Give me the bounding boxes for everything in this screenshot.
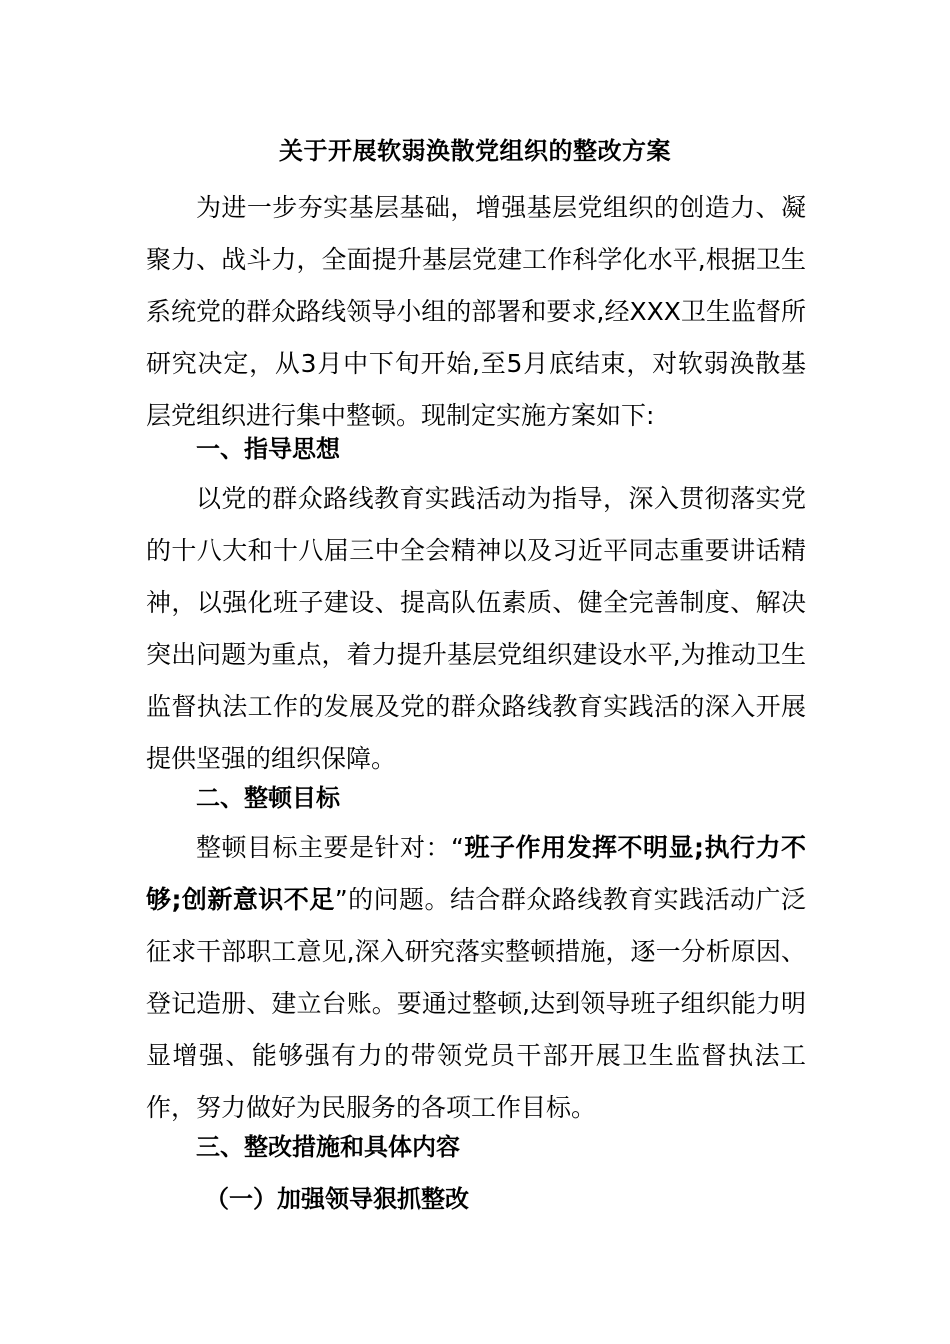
intro-paragraph: 为进一步夯实基层基础，增强基层党组织的创造力、凝聚力、战斗力，全面提升基层党建工作科学化水平,根据卫生系统党的群众路线领导小组的部署和要求,经XXX卫生监督所研究决定，从3月中下旬开始,至5月底结束，对软弱涣散基层党组织进行集中整顿。现制定实施方案如下: (146, 193, 806, 430)
sub-heading-strengthen-leadership: （一）加强领导狠抓整改 (205, 1185, 469, 1213)
goals-lead-text: 整顿目标主要是针对：“ (196, 833, 464, 862)
goals-rest-text: ”的问题。结合群众路线教育实践活动广泛征求干部职工意见,深入研究落实整顿措施，逐一分析原因、登记造册、建立台账。要通过整顿,达到领导班子组织能力明显增强、能够强有力的带领党员干部开展卫生监督执法工作，努力做好为民服务的各项工作目标。 (146, 885, 806, 1122)
section-heading-guiding-ideology: 一、指导思想 (196, 435, 340, 463)
rectification-goals-paragraph (146, 822, 806, 1134)
section-heading-measures: 三、整改措施和具体内容 (196, 1133, 460, 1161)
document-title: 关于开展软弱涣散党组织的整改方案 (279, 137, 671, 165)
guiding-ideology-paragraph: 以党的群众路线教育实践活动为指导，深入贯彻落实党的十八大和十八届三中全会精神以及习近平同志重要讲话精神，以强化班子建设、提高队伍素质、健全完善制度、解决突出问题为重点，着力提升基层党组织建设水平,为推动卫生监督执法工作的发展及党的群众路线教育实践活的深入开展提供坚强的组织保障。 (146, 484, 806, 773)
goals-bold-text: 班子作用发挥不明显;执行力不够;创新意识不足 (146, 833, 807, 914)
section-heading-rectification-goals: 二、整顿目标 (196, 784, 340, 812)
